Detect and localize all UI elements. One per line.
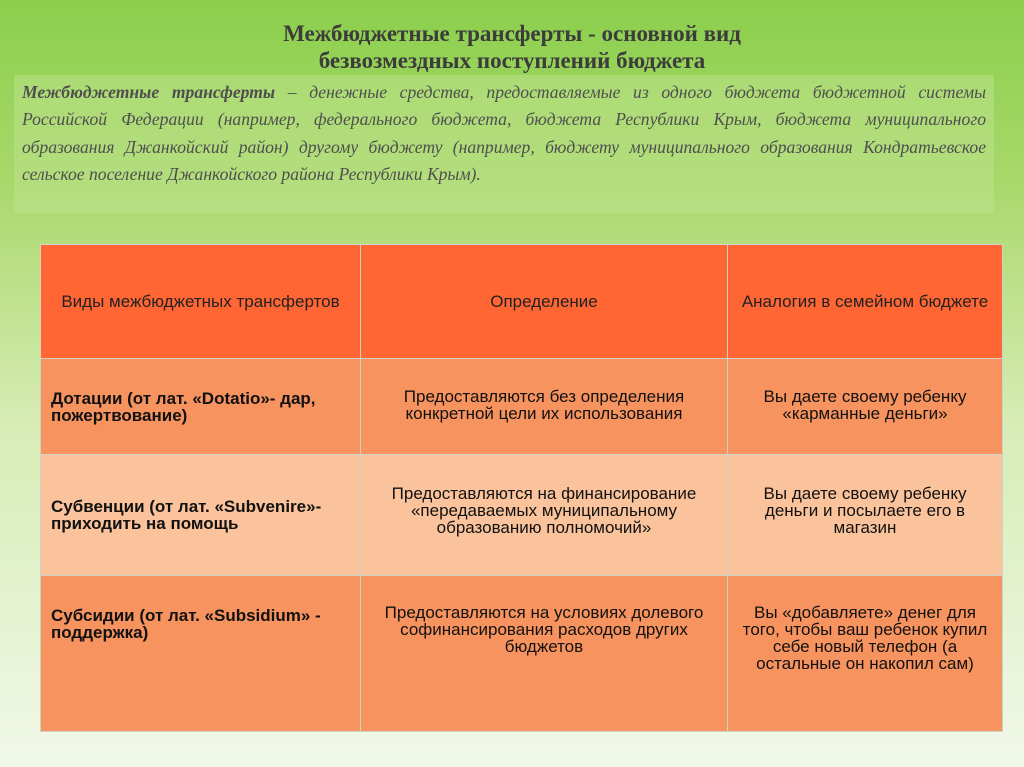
slide-title [0,20,1024,74]
header-definition: Определение [361,245,728,359]
table-row-subsidies [41,576,1003,732]
row-analogy-dotations: Вы даете своему ребенку «карманные деньги» [728,359,1003,455]
slide-title-line-1: Межбюджетные трансферты - основной вид [283,21,741,46]
row-analogy-subsidies: Вы «добавляете» денег для того, чтобы ваш ребенок купил себе новый телефон (а остальные он накопил сам) [728,576,1003,732]
row-name-dotations: Дотации (от лат. «Dotatio»- дар, пожертвование) [41,359,361,455]
row-name-subventions: Субвенции (от лат. «Subvenire»- приходить на помощь [41,455,361,576]
row-analogy-subventions: Вы даете своему ребенку деньги и посылаете его в магазин [728,455,1003,576]
definition-term: Межбюджетные трансферты [22,82,276,102]
definition-box [14,75,994,213]
row-definition-subsidies: Предоставляются на условиях долевого софинансирования расходов других бюджетов [361,576,728,732]
row-name-subsidies: Субсидии (от лат. «Subsidium» - поддержка) [41,576,361,732]
row-definition-subventions: Предоставляются на финансирование «передаваемых муниципальному образованию полномочий» [361,455,728,576]
definition-text: – денежные средства, предоставляемые из одного бюджета бюджетной системы Российской Федерации (например, федерального бюджета, бюджета Республики Крым, бюджета муниципального образования Джанкойский район) другому бюджету (например, бюджету муниципального образования Кондратьевское сельское поселение Джанкойского района Республики Крым). [22,82,986,185]
table-header-row [41,245,1003,359]
definition-paragraph [22,79,986,189]
header-analogy: Аналогия в семейном бюджете [728,245,1003,359]
table-row-dotations [41,359,1003,455]
row-definition-dotations: Предоставляются без определения конкретной цели их использования [361,359,728,455]
table-row-subventions [41,455,1003,576]
slide-title-line-2: безвозмездных поступлений бюджета [318,48,706,73]
transfers-table [40,244,1003,732]
header-types: Виды межбюджетных трансфертов [41,245,361,359]
